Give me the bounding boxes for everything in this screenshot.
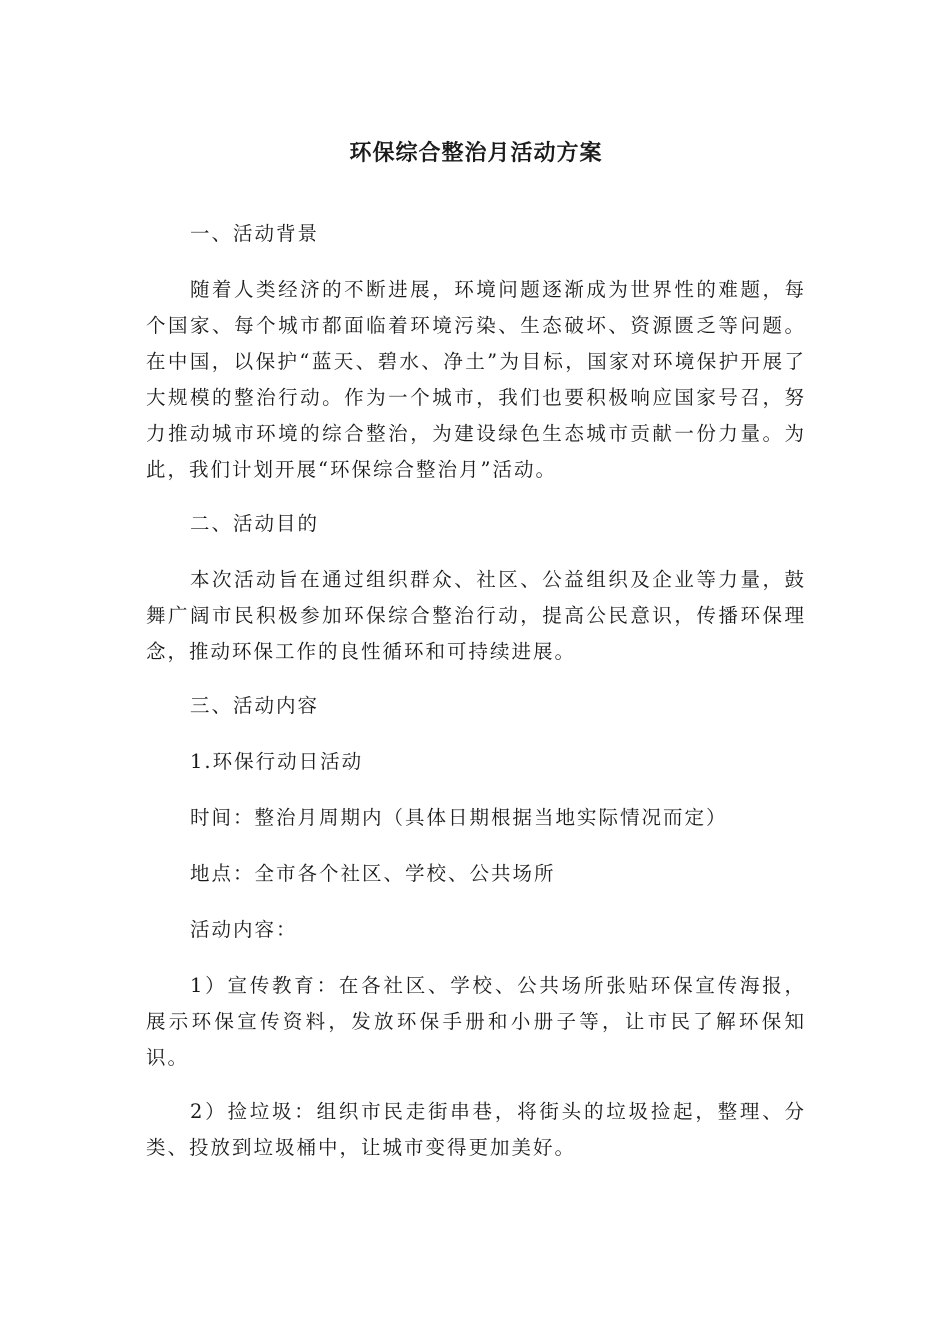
paragraph-background: 随着人类经济的不断进展，环境问题逐渐成为世界性的难题，每个国家、每个城市都面临着环境污染、生态破坏、资源匮乏等问题。在中国，以保护“蓝天、碧水、净土”为目标，国家对环境保护开展了大规模的整治行动。作为一个城市，我们也要积极响应国家号召，努力推动城市环境的综合整治，为建设绿色生态城市贡献一份力量。为此，我们计划开展“环保综合整治月”活动。 bbox=[146, 278, 806, 481]
item-content-label: 活动内容： bbox=[190, 918, 298, 941]
paragraph-purpose: 本次活动旨在通过组织群众、社区、公益组织及企业等力量，鼓舞广阔市民积极参加环保综合整治行动，提高公民意识，传播环保理念，推动环保工作的良性循环和可持续进展。 bbox=[146, 568, 806, 663]
paragraph-publicity: 1）宣传教育：在各社区、学校、公共场所张贴环保宣传海报，展示环保宣传资料，发放环保手册和小册子等，让市民了解环保知识。 bbox=[146, 974, 806, 1069]
section-heading-background: 一、活动背景 bbox=[190, 222, 320, 245]
section-heading-content: 三、活动内容 bbox=[190, 694, 320, 717]
document-page bbox=[146, 132, 806, 1184]
section-heading-purpose: 二、活动目的 bbox=[190, 512, 320, 535]
item-title: 1.环保行动日活动 bbox=[190, 750, 364, 773]
document-title: 环保综合整治月活动方案 bbox=[349, 141, 603, 166]
paragraph-litter-pickup: 2）捡垃圾：组织市民走街串巷，将街头的垃圾捡起，整理、分类、投放到垃圾桶中，让城市变得更加美好。 bbox=[146, 1100, 806, 1159]
item-place: 地点：全市各个社区、学校、公共场所 bbox=[190, 862, 556, 885]
item-time: 时间：整治月周期内（具体日期根据当地实际情况而定） bbox=[190, 806, 728, 829]
